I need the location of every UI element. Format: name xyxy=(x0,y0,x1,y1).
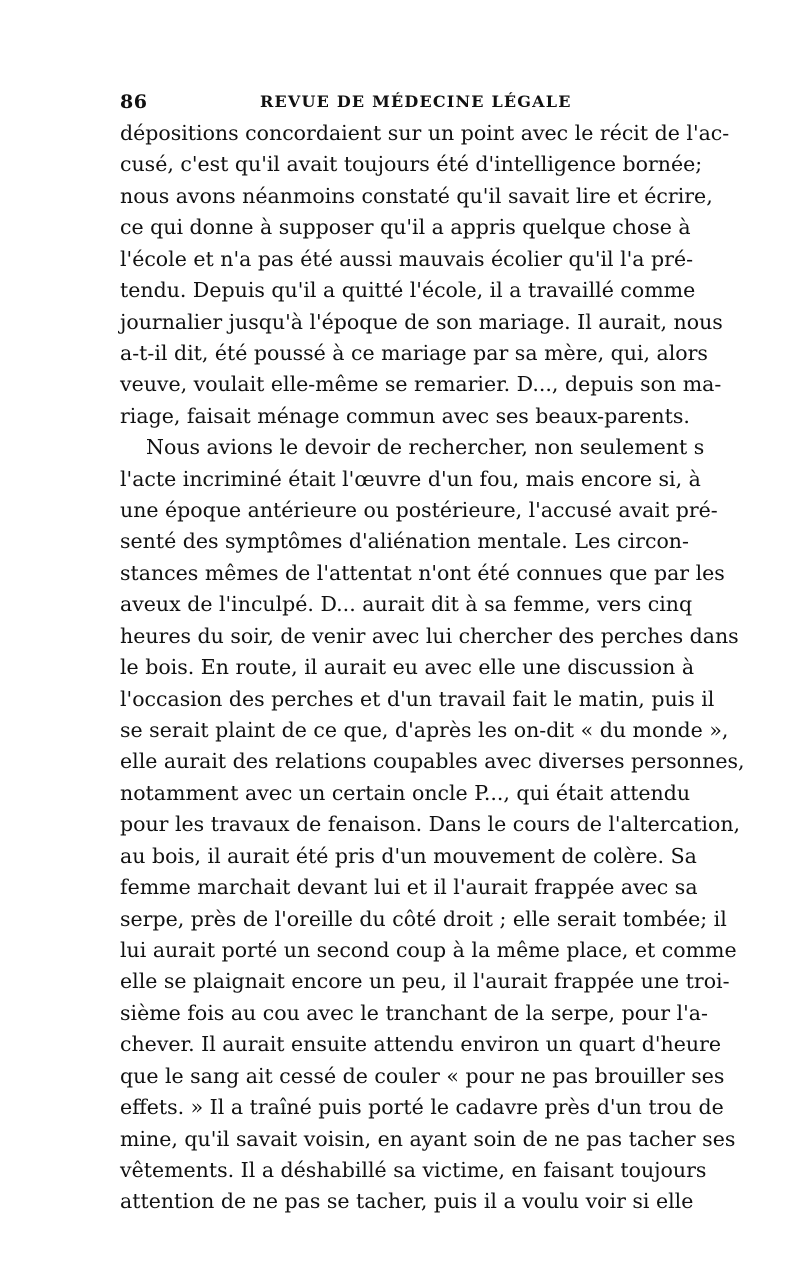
text-line: vêtements. Il a déshabillé sa victime, en faisant toujours xyxy=(120,1157,707,1182)
running-head xyxy=(120,88,680,116)
text-line: mine, qu'il savait voisin, en ayant soin de ne pas tacher ses xyxy=(120,1126,736,1151)
text-line: chever. Il aurait ensuite attendu environ un quart d'heure xyxy=(120,1032,721,1057)
paragraph-end-line: riage, faisait ménage commun avec ses beaux-parents. xyxy=(120,403,690,428)
text-line: nous avons néanmoins constaté qu'il savait lire et écrire, xyxy=(120,183,713,208)
paragraph-start-line: Nous avions le devoir de rechercher, non seulement s xyxy=(146,435,705,460)
text-line: cusé, c'est qu'il avait toujours été d'intelligence bornée; xyxy=(120,152,703,177)
text-line: l'école et n'a pas été aussi mauvais écolier qu'il l'a pré- xyxy=(120,246,694,271)
text-line: elle se plaignait encore un peu, il l'aurait frappée une troi- xyxy=(120,969,730,994)
text-line: une époque antérieure ou postérieure, l'accusé avait pré- xyxy=(120,498,718,523)
text-line: lui aurait porté un second coup à la même place, et comme xyxy=(120,937,737,962)
text-line: femme marchait devant lui et il l'aurait frappée avec sa xyxy=(120,875,698,900)
text-line: aveux de l'inculpé. D... aurait dit à sa femme, vers cinq xyxy=(120,592,693,617)
text-line: l'occasion des perches et d'un travail fait le matin, puis il xyxy=(120,686,715,711)
text-line: l'acte incriminé était l'œuvre d'un fou, mais encore si, à xyxy=(120,466,701,491)
page-number: 86 xyxy=(120,91,148,113)
text-line: notamment avec un certain oncle P..., qui était attendu xyxy=(120,780,691,805)
text-line: attention de ne pas se tacher, puis il a voulu voir si elle xyxy=(120,1189,694,1214)
text-line: pour les travaux de fenaison. Dans le cours de l'altercation, xyxy=(120,812,741,837)
text-line: veuve, voulait elle-même se remarier. D..., depuis son ma- xyxy=(120,372,722,397)
text-line: effets. » Il a traîné puis porté le cadavre près d'un trou de xyxy=(120,1095,724,1120)
text-line: dépositions concordaient sur un point avec le récit de l'ac- xyxy=(120,121,730,145)
text-line: que le sang ait cessé de couler « pour ne pas brouiller ses xyxy=(120,1063,725,1088)
text-line: journalier jusqu'à l'époque de son mariage. Il aurait, nous xyxy=(120,309,723,334)
text-line: elle aurait des relations coupables avec diverses personnes, xyxy=(120,749,745,774)
text-line: senté des symptômes d'aliénation mentale. Les circon- xyxy=(120,529,689,554)
body-text xyxy=(120,118,745,1218)
text-line: serpe, près de l'oreille du côté droit ; elle serait tombée; il xyxy=(120,906,727,931)
text-line: a-t-il dit, été poussé à ce mariage par sa mère, qui, alors xyxy=(120,340,708,365)
text-line: heures du soir, de venir avec lui chercher des perches dans xyxy=(120,623,739,648)
journal-title: REVUE DE MÉDECINE LÉGALE xyxy=(260,92,572,111)
text-line: au bois, il aurait été pris d'un mouvement de colère. Sa xyxy=(120,843,697,868)
text-line: ce qui donne à supposer qu'il a appris quelque chose à xyxy=(120,215,691,240)
text-line: tendu. Depuis qu'il a quitté l'école, il a travaillé comme xyxy=(120,278,696,303)
text-line: se serait plaint de ce que, d'après les on-dit « du monde », xyxy=(120,718,729,743)
text-line: stances mêmes de l'attentat n'ont été connues que par les xyxy=(120,560,725,585)
text-line: sième fois au cou avec le tranchant de la serpe, pour l'a- xyxy=(120,1000,708,1025)
text-line: le bois. En route, il aurait eu avec elle une discussion à xyxy=(120,655,695,680)
